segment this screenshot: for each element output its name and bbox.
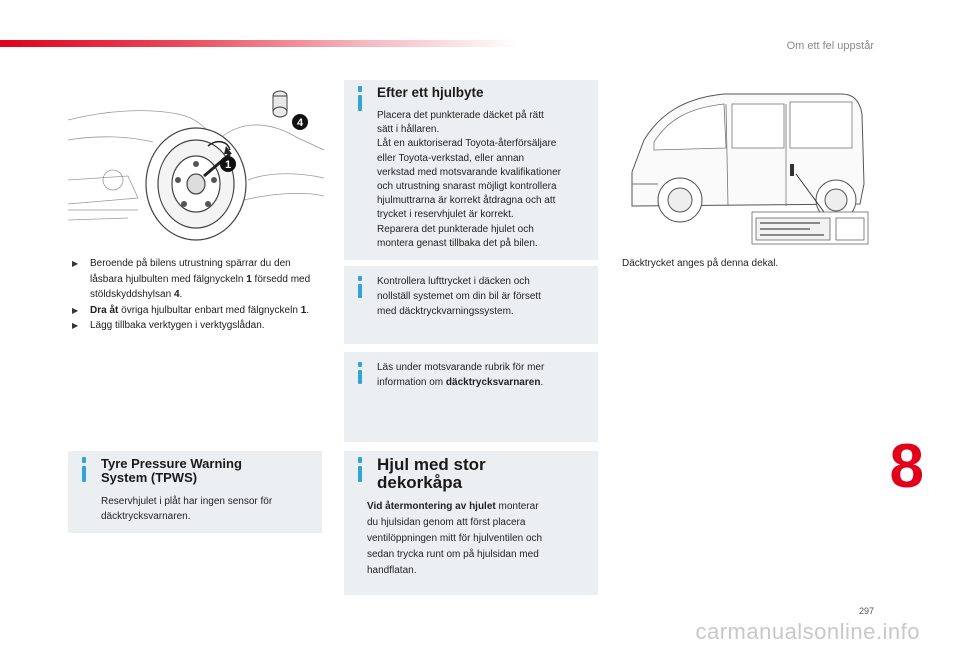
info-bar-icon [358, 457, 362, 463]
large-hubcap-box [344, 451, 598, 595]
list-item: ▶ Lägg tillbaka verktygen i verktygslådan. [70, 318, 318, 334]
chapter-title: Om ett fel uppstår [786, 40, 874, 52]
large-hubcap-title: Hjul med stor dekorkåpa [377, 455, 486, 492]
info-bar-icon [358, 86, 362, 92]
van-caption: Däcktrycket anges på denna dekal. [622, 258, 779, 269]
info-bar-icon [358, 362, 362, 367]
list-item: ▶ Dra åt övriga hjulbultar enbart med fälgnyckeln 1. [70, 303, 318, 319]
wheel-label-1: 1 [224, 159, 232, 171]
after-wheel-change-text: Placera det punkterade däcket på rätt sätt i hållaren. Låt en auktoriserad Toyota-återförsäljare eller Toyota-verkstad, eller annan verkstad med motsvarande kvalifikationer och utrustning snarast möjligt kontrollera hjulmuttrarna är korrekt åtdragna och att trycket i reservhjulet är korrekt. Reparera det punkterade hjulet och montera genast tillbaka det på bilen. [377, 110, 561, 249]
info-bar-icon-stem [82, 466, 86, 482]
chapter-number: 8 [889, 432, 924, 501]
info-bar-icon-stem [358, 95, 362, 111]
tyre-pressure-check-box [344, 266, 598, 344]
van-tyre-label-illustration [614, 84, 870, 246]
after-wheel-change-title: Efter ett hjulbyte [377, 85, 484, 100]
after-wheel-change-box [344, 80, 598, 260]
info-bar-icon-stem [358, 284, 362, 298]
info-bar-icon-stem [358, 466, 362, 482]
info-bar-icon [82, 457, 86, 463]
tpws-box [68, 451, 322, 533]
read-more-box [344, 352, 598, 442]
watermark: carmanualsonline.info [695, 619, 920, 644]
read-more-text: Läs under motsvarande rubrik för mer information om däcktrycksvarnaren. [377, 362, 545, 388]
wheel-bolt-instructions [70, 256, 318, 334]
arrow-bullet-icon: ▶ [72, 321, 79, 330]
info-bar-icon-stem [358, 370, 362, 384]
info-bar-icon [358, 276, 362, 281]
tpws-title: Tyre Pressure Warning System (TPWS) [101, 456, 242, 485]
tyre-pressure-check-text: Kontrollera lufttrycket i däcken och nollställ systemet om din bil är försett med däcktryckvarningssystem. [377, 276, 541, 317]
list-item: ▶ Beroende på bilens utrustning spärrar du den låsbara hjulbulten med fälgnyckeln 1 försedd med stöldskyddshylsan 4. [72, 258, 311, 300]
arrow-bullet-icon: ▶ [72, 305, 79, 315]
large-hubcap-text: Vid återmontering av hjulet monterar du hjulsidan genom att först placera ventilöppningen mitt för hjulventilen och sedan trycka runt om på hjulsidan med handflatan. [367, 501, 543, 576]
wheel-change-illustration [68, 80, 324, 242]
page-number: 297 [858, 606, 874, 616]
arrow-bullet-icon: ▶ [72, 259, 79, 268]
tpws-link-term: däcktrycksvarnaren [445, 377, 541, 388]
header-accent-bar [0, 40, 520, 47]
wheel-label-4: 4 [296, 117, 304, 129]
tpws-text: Reservhjulet i plåt har ingen sensor för däcktrycksvarnaren. [101, 496, 273, 522]
